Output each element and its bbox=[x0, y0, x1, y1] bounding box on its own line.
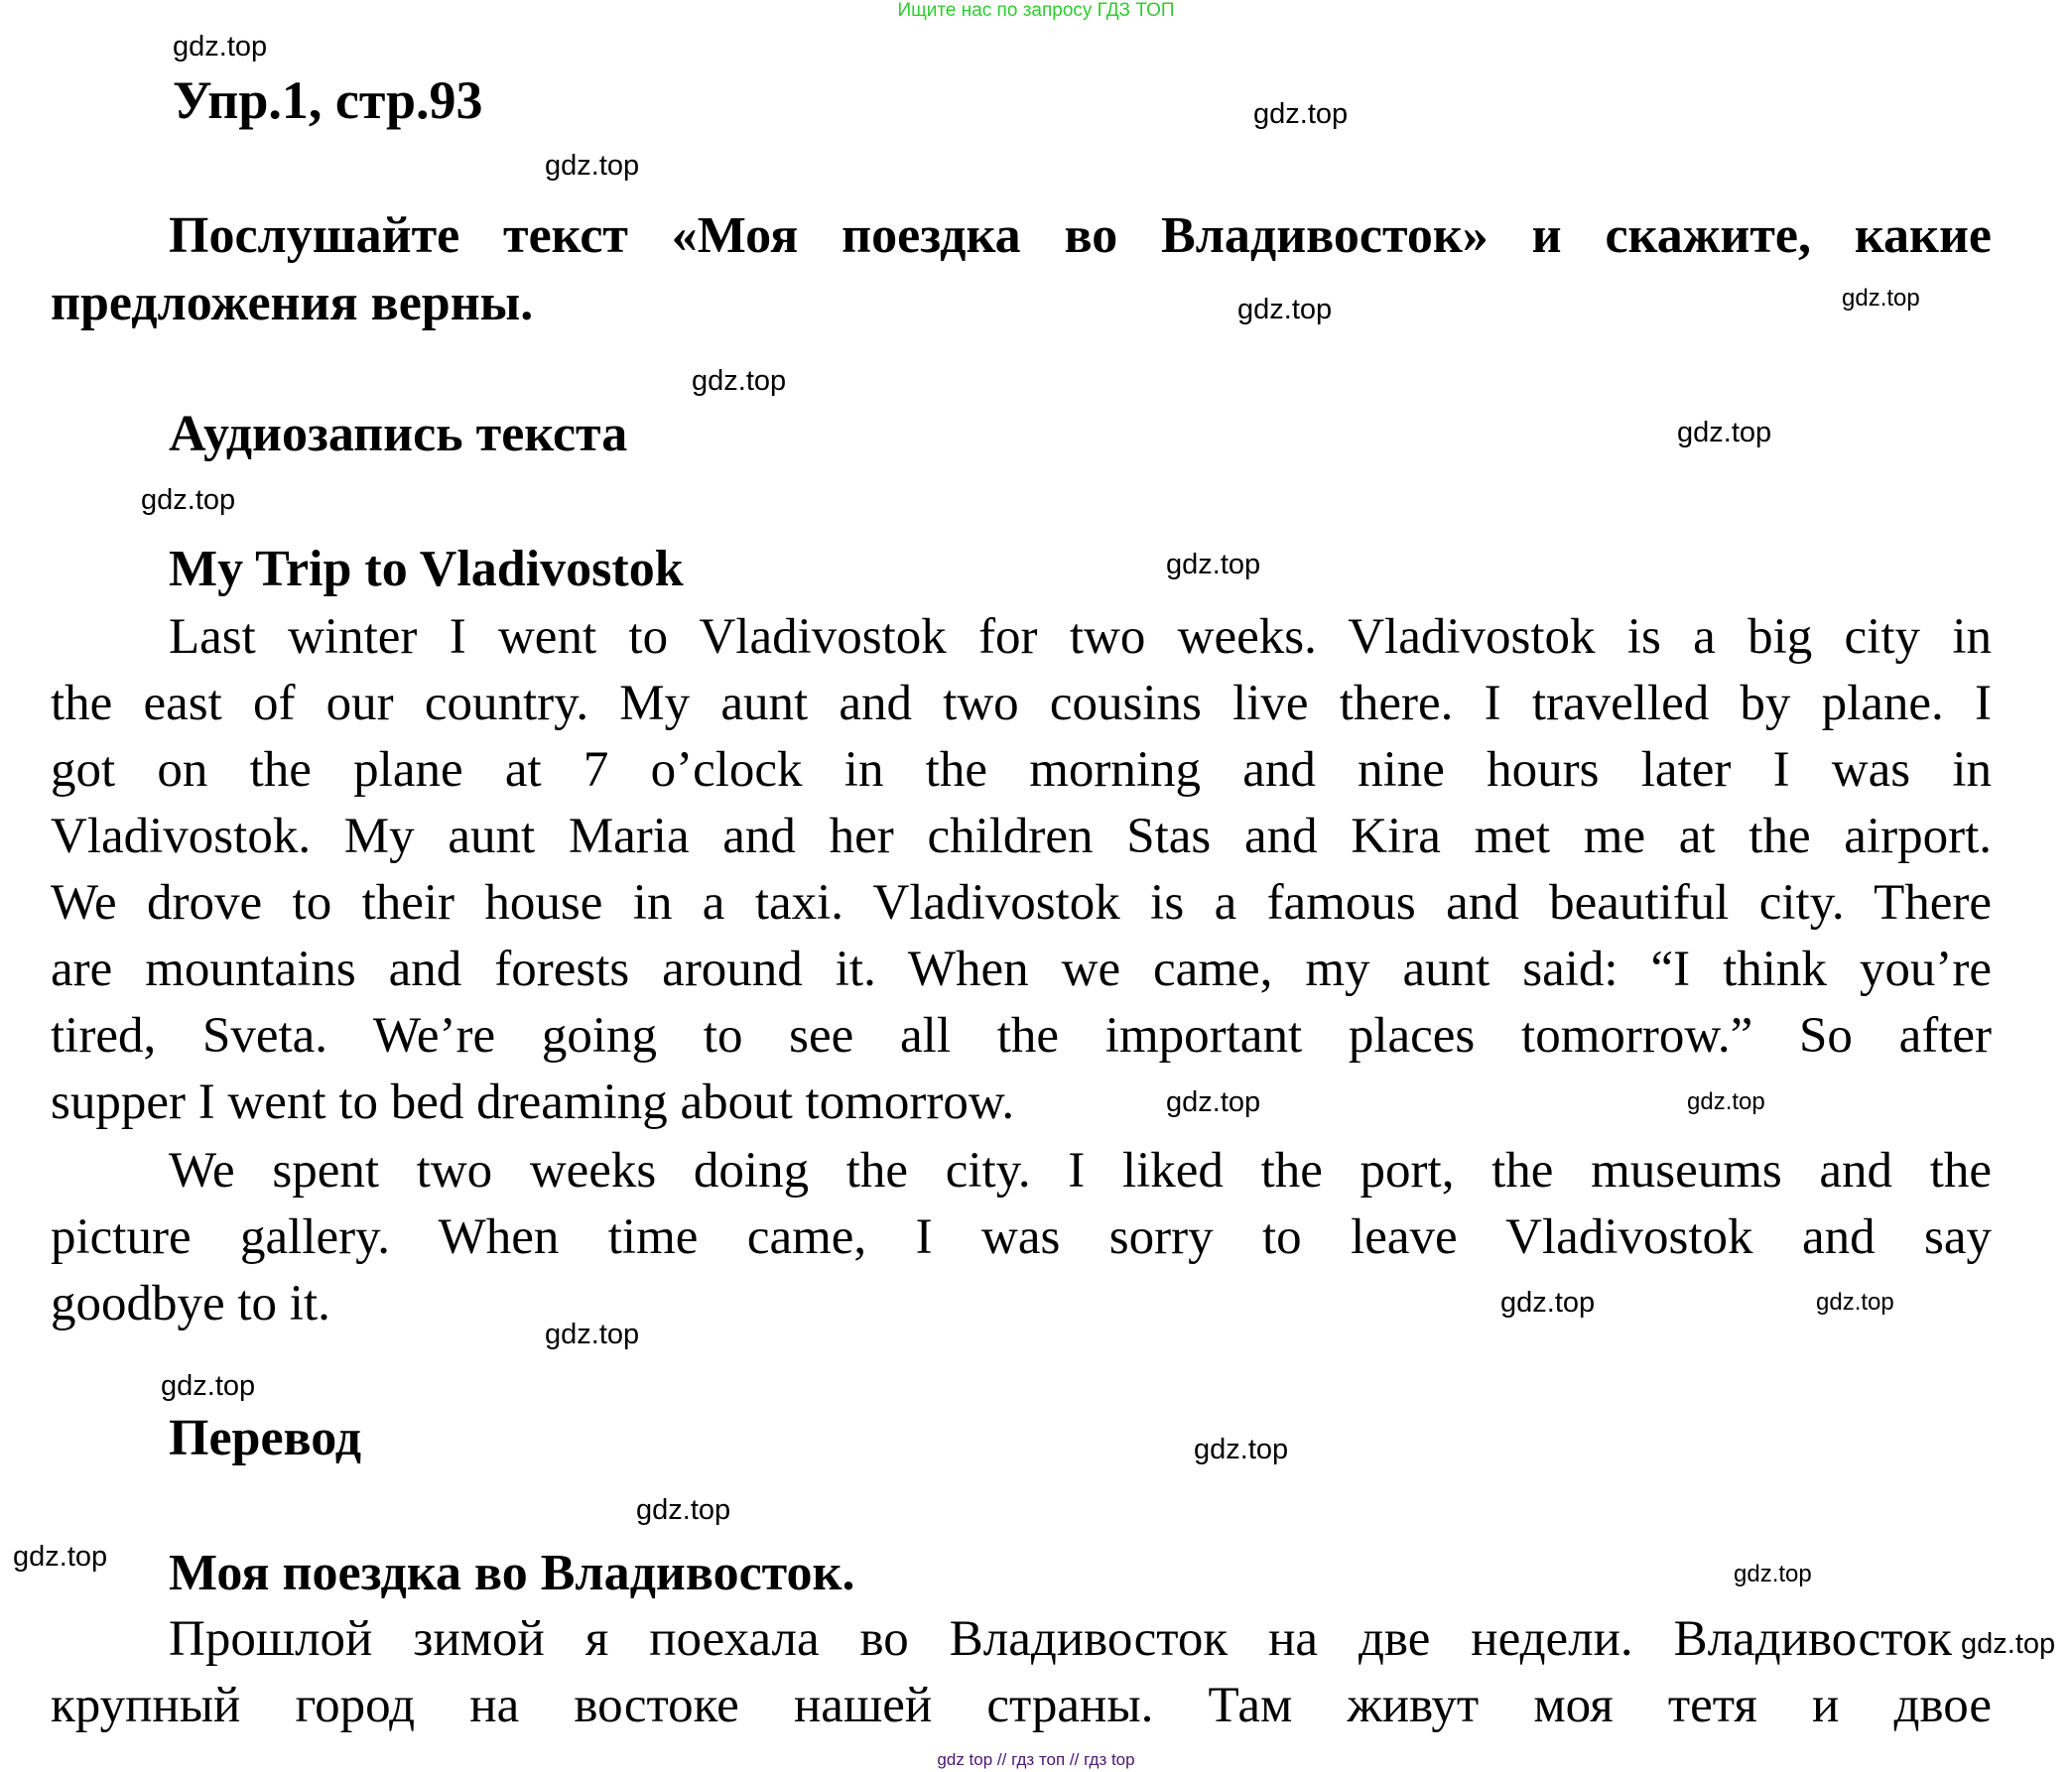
instruction-line: Послушайте текст «Моя поездка во Владивосток» и скажите, какие bbox=[169, 207, 1992, 264]
watermark: gdz.top bbox=[141, 484, 236, 516]
text-line: We spent two weeks doing the city. I liked the port, the museums and the bbox=[169, 1143, 1992, 1199]
text-line: Vladivostok. My aunt Maria and her children Stas and Kira met me at the airport. bbox=[51, 809, 1992, 864]
watermark: gdz.top bbox=[1961, 1628, 2056, 1660]
watermark: gdz.top bbox=[161, 1370, 256, 1402]
translation-heading: Перевод bbox=[169, 1410, 362, 1466]
translation-title: Моя поездка во Владивосток. bbox=[169, 1545, 855, 1601]
watermark: gdz.top bbox=[692, 365, 787, 397]
watermark: gdz.top bbox=[1677, 417, 1772, 448]
text-line: got on the plane at 7 o’clock in the morning and nine hours later I was in bbox=[51, 742, 1992, 798]
watermark: gdz.top bbox=[545, 150, 640, 182]
footer-links: gdz top // гдз топ // гдз top bbox=[937, 1750, 1135, 1769]
text-line: Last winter I went to Vladivostok for two weeks. Vladivostok is a big city in bbox=[169, 609, 1992, 665]
watermark: gdz.top bbox=[636, 1494, 731, 1526]
watermark: gdz.top bbox=[545, 1319, 640, 1350]
audio-heading: Аудиозапись текста bbox=[169, 406, 628, 462]
text-line: are mountains and forests around it. When we came, my aunt said: “I think you’re bbox=[51, 942, 1992, 997]
watermark: gdz.top bbox=[173, 31, 268, 63]
text-line: tired, Sveta. We’re going to see all the important places tomorrow.” So after bbox=[51, 1008, 1992, 1064]
watermark: gdz.top bbox=[1253, 98, 1349, 130]
translation-line: крупный город на востоке нашей страны. Там живут моя тетя и двое bbox=[51, 1678, 1992, 1733]
text-line: goodbye to it. bbox=[51, 1276, 330, 1331]
text-line: picture gallery. When time came, I was sorry to leave Vladivostok and say bbox=[51, 1209, 1992, 1265]
search-banner: Ищите нас по запросу ГДЗ ТОП bbox=[897, 0, 1175, 21]
watermark: gdz.top bbox=[1166, 1086, 1261, 1118]
text-title: My Trip to Vladivostok bbox=[169, 541, 684, 597]
watermark: gdz.top bbox=[1194, 1434, 1289, 1465]
instruction-line: предложения верны. bbox=[51, 275, 534, 331]
watermark: gdz.top bbox=[1734, 1561, 1812, 1587]
watermark: gdz.top bbox=[1687, 1088, 1765, 1115]
watermark: gdz.top bbox=[1500, 1287, 1596, 1319]
watermark: gdz.top bbox=[1166, 549, 1261, 580]
watermark: gdz.top bbox=[1816, 1289, 1894, 1316]
text-line: supper I went to bed dreaming about tomorrow. bbox=[51, 1075, 1015, 1130]
watermark: gdz.top bbox=[13, 1541, 108, 1573]
page-title: Упр.1, стр.93 bbox=[173, 70, 483, 130]
translation-line: Прошлой зимой я поехала во Владивосток на две недели. Владивосток bbox=[169, 1611, 1952, 1667]
watermark: gdz.top bbox=[1842, 285, 1920, 312]
text-line: the east of our country. My aunt and two cousins live there. I travelled by plane. I bbox=[51, 676, 1992, 731]
text-line: We drove to their house in a taxi. Vladivostok is a famous and beautiful city. There bbox=[51, 875, 1992, 931]
watermark: gdz.top bbox=[1237, 294, 1333, 325]
